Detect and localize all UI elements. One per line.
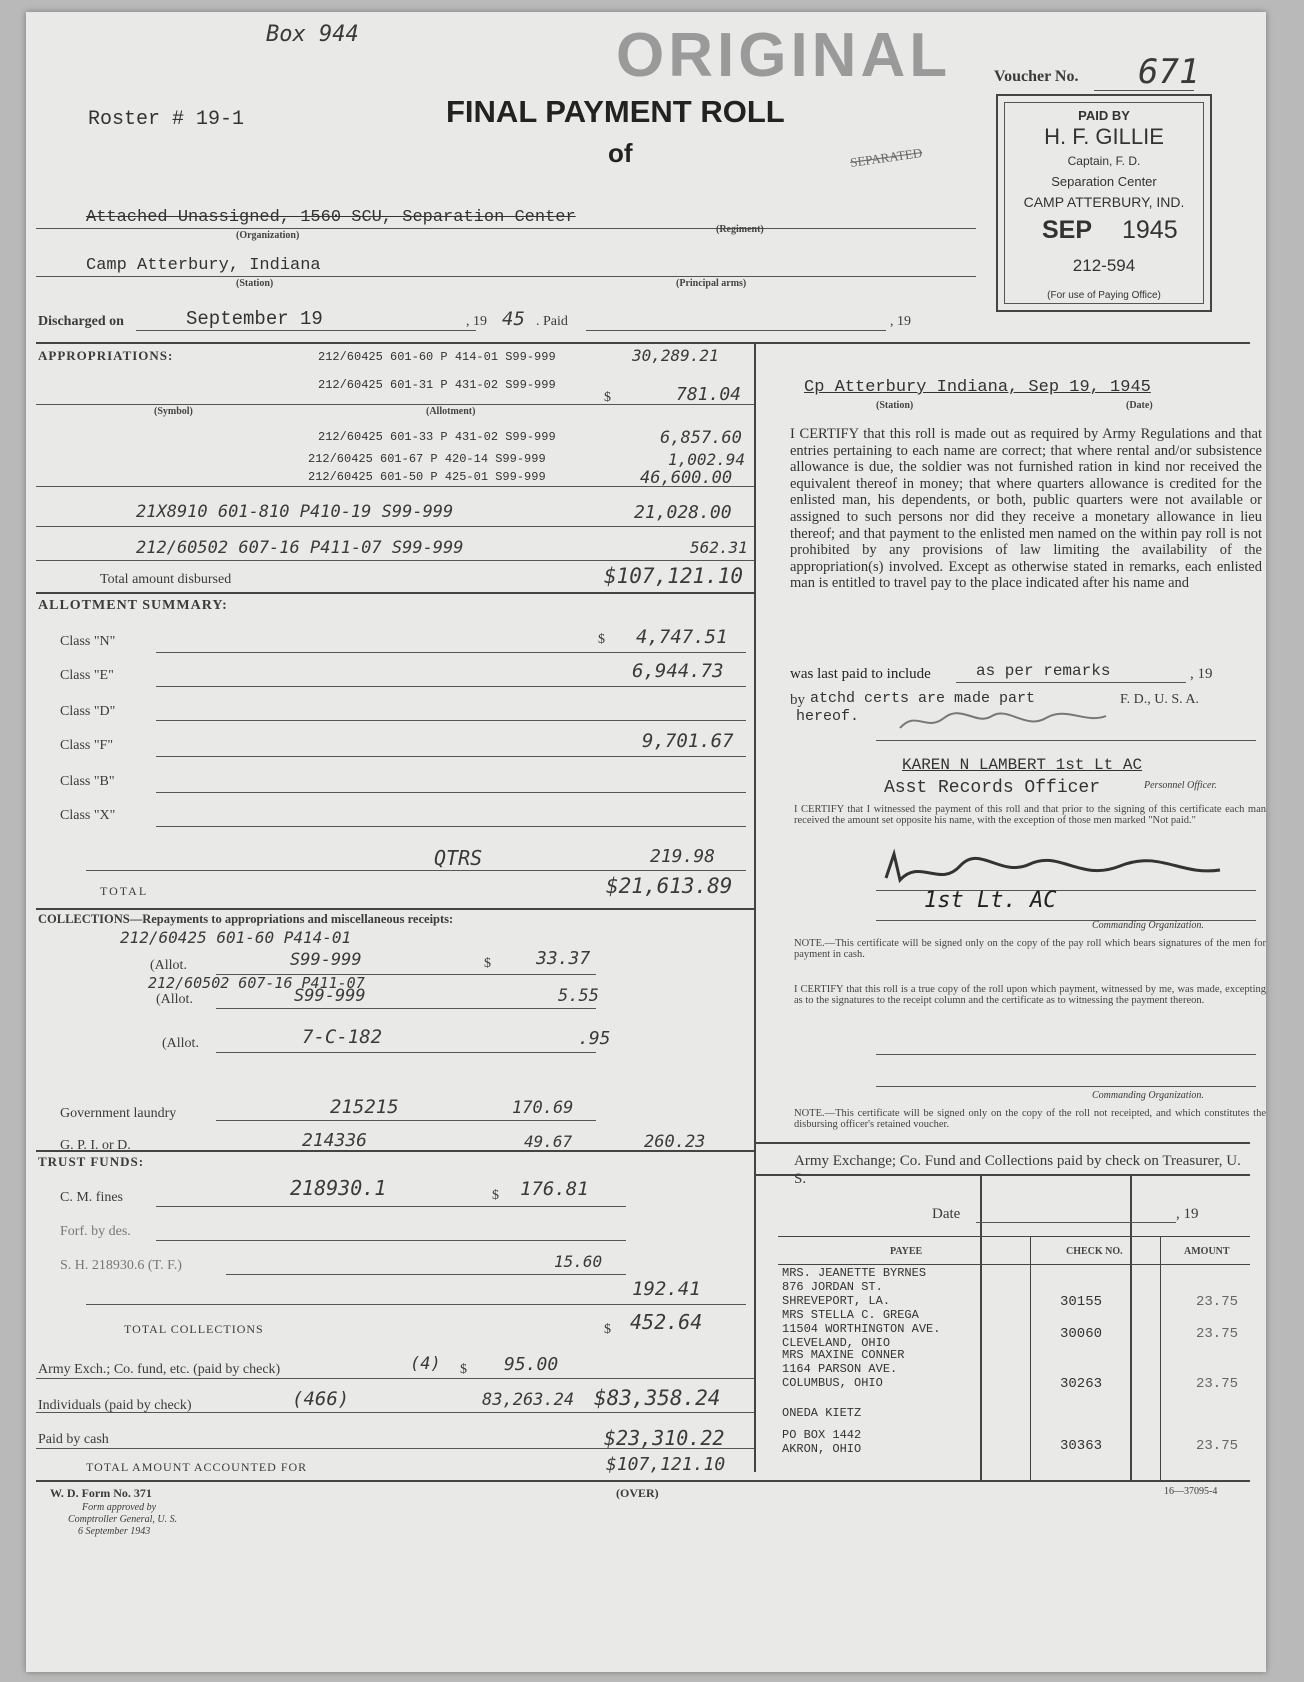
army-exch-amount: 95.00 [504, 1354, 559, 1375]
army-exch-dollar: $ [460, 1362, 467, 1377]
stamp-name: H. F. GILLIE [1044, 124, 1164, 149]
collections-label: COLLECTIONS—Repayments to appropriations and miscellaneous receipts: [38, 912, 454, 926]
gpi-label: G. P. I. or D. [60, 1138, 131, 1153]
attached-certs: atchd certs are made part [810, 690, 1036, 707]
collection-allot-value-3: 7-C-182 [302, 1026, 383, 1048]
stamp-footer: (For use of Paying Office) [1047, 290, 1161, 301]
organization-label: (Organization) [236, 230, 300, 241]
payee-4-amount: 23.75 [1196, 1438, 1239, 1454]
payee-1-amount: 23.75 [1196, 1294, 1239, 1310]
signature-lambert [896, 706, 1136, 736]
trust-funds-label: TRUST FUNDS: [38, 1154, 145, 1169]
appropriation-amount-6: 21,028.00 [634, 502, 732, 523]
form-title: FINAL PAYMENT ROLL [446, 94, 785, 129]
appropriation-amount-3: 6,857.60 [660, 428, 742, 448]
allotment-class-e-amount: 6,944.73 [632, 660, 724, 682]
collection-amount-2: 5.55 [558, 986, 599, 1006]
appropriation-code-5: 212/60425 601-50 P 425-01 S99-999 [308, 470, 546, 484]
certification-station-label: (Station) [876, 400, 914, 411]
army-exch-label: Army Exch.; Co. fund, etc. (paid by check) [38, 1362, 281, 1377]
paid-by-cash-value: $23,310.22 [604, 1426, 725, 1450]
stamp-month: SEP [1042, 216, 1093, 244]
sh-amount: 15.60 [554, 1252, 603, 1271]
cm-fines-amount: 176.81 [520, 1178, 589, 1200]
witness-certification: I CERTIFY that I witnessed the payment of this roll and that prior to the signing of this certificate each man received the amount set opposite his name, with the exception of those men marked "Not paid." [794, 804, 1266, 826]
laundry-code: 215215 [330, 1096, 399, 1118]
form-approved-1: Form approved by [82, 1502, 157, 1513]
col-check-no: CHECK NO. [1066, 1246, 1123, 1257]
total-collections-value: 452.64 [630, 1310, 703, 1334]
trust-dollar-sign: $ [492, 1188, 499, 1203]
voucher-number: 671 [1138, 52, 1200, 92]
allotment-class-n-label: Class "N" [60, 634, 116, 649]
payee-2-amount: 23.75 [1196, 1326, 1239, 1342]
individuals-count: (466) [292, 1388, 350, 1410]
witness-rank: 1st Lt. AC [924, 888, 1057, 913]
payee-3-check: 30263 [1060, 1376, 1103, 1392]
appropriation-dollar-sign: $ [604, 390, 611, 405]
collection-allot-label-1: (Allot. [150, 958, 187, 973]
paid-year: , 19 [890, 314, 911, 329]
cm-fines-label: C. M. fines [60, 1190, 123, 1205]
stamp-rank: Captain, F. D. [1067, 154, 1141, 168]
paid-label: . Paid [536, 314, 568, 329]
allotment-class-n-amount: 4,747.51 [636, 626, 728, 648]
appropriation-code-1: 212/60425 601-60 P 414-01 S99-999 [318, 350, 556, 364]
allotment-qtrs-label: QTRS [434, 846, 483, 870]
payee-3-line-3: COLUMBUS, OHIO [782, 1376, 883, 1390]
army-exchange-text: Army Exchange; Co. Fund and Collections paid by check on Treasurer, U. S. [794, 1153, 1241, 1187]
last-paid-year: , 19 [1190, 666, 1213, 682]
appropriation-amount-5: 46,600.00 [640, 468, 733, 488]
payee-3-line-1: MRS MAXINE CONNER [782, 1348, 905, 1362]
fdusa-label: F. D., U. S. A. [1120, 692, 1200, 707]
station-value: Camp Atterbury, Indiana [86, 256, 321, 275]
over-label: (OVER) [616, 1486, 659, 1500]
appropriation-allotment-label: (Allotment) [426, 406, 476, 417]
gpi-code: 214336 [302, 1130, 368, 1151]
copy-certification: I CERTIFY that this roll is a true copy of the roll upon which payment, witnessed by me, was made, excepting as to the signatures to the receipt column and the certificate as to witnessing the payment thereon. [794, 984, 1266, 1006]
regiment-label: (Regiment) [716, 224, 764, 235]
payee-4-line-3: AKRON, OHIO [782, 1442, 862, 1456]
form-title-of: of [608, 138, 633, 168]
cm-fines-code: 218930.1 [290, 1176, 387, 1200]
collection-allot-value-1: S99-999 [290, 950, 362, 970]
total-collections-label: TOTAL COLLECTIONS [124, 1322, 264, 1336]
payee-4-line-1: ONEDA KIETZ [782, 1406, 862, 1420]
principal-arms-label: (Principal arms) [676, 278, 747, 289]
discharged-label: Discharged on [38, 314, 124, 329]
certification-place-date: Cp Atterbury Indiana, Sep 19, 1945 [804, 378, 1151, 397]
by-label: by [790, 692, 805, 708]
station-label: (Station) [236, 278, 274, 289]
last-paid-label: was last paid to include [790, 666, 931, 682]
note-one: NOTE.—This certificate will be signed only on the copy of the pay roll which bears signatures of the men for payment in cash. [794, 938, 1266, 960]
collection-allot-value-2: S99-999 [294, 986, 366, 1006]
form-approved-2: Comptroller General, U. S. [68, 1514, 178, 1525]
payment-roll-document [26, 12, 1266, 1672]
gpi-amount: 49.67 [524, 1132, 573, 1151]
stamp-paid-by: PAID BY [1078, 108, 1130, 123]
officer-title: Asst Records Officer [884, 778, 1101, 798]
discharged-year-prefix: , 19 [466, 314, 487, 329]
paid-by-cash-label: Paid by cash [38, 1432, 109, 1447]
gpi-subtotal: 260.23 [644, 1132, 706, 1152]
army-exchange-date-label: Date [932, 1206, 961, 1222]
total-collections-dollar: $ [604, 1322, 611, 1337]
allotment-class-b-label: Class "B" [60, 774, 115, 789]
allotment-class-f-amount: 9,701.67 [642, 730, 734, 752]
appropriation-code-2: 212/60425 601-31 P 431-02 S99-999 [318, 378, 556, 392]
allotment-class-e-label: Class "E" [60, 668, 114, 683]
certification-text: I CERTIFY that this roll is made out as required by Army Regulations and that entries pertaining to each name are correct; that where rental and/or subsistence allowance is due, the soldier was not furnished ration in kind nor received the equivalent thereof in money; that where quarters allowance is credited for the enlisted man, his dependents, or both, public quarters were not available or assigned to such persons nor did they receive a monetary allowance in lieu thereof; and that payment to the enlisted men named on the within pay roll is not prohibited by any provisions of law limiting the availability of the appropriation(s) involved. Except as otherwise stated in remarks, each enlisted man is entitled to travel pay to the place indicated after his name and [790, 426, 1262, 592]
stamp-year: 1945 [1122, 216, 1178, 244]
individuals-amount: 83,263.24 [482, 1390, 575, 1410]
total-accounted-value: $107,121.10 [606, 1454, 726, 1475]
payee-4-line-2: PO BOX 1442 [782, 1428, 862, 1442]
print-code: 16—37095-4 [1164, 1486, 1218, 1497]
last-paid-value: as per remarks [976, 662, 1111, 680]
voucher-label: Voucher No. [994, 68, 1079, 85]
allotment-summary-label: ALLOTMENT SUMMARY: [38, 598, 228, 613]
appropriations-label: APPROPRIATIONS: [38, 348, 174, 363]
payee-2-line-3: CLEVELAND, OHIO [782, 1336, 891, 1350]
payee-1-line-3: SHREVEPORT, LA. [782, 1294, 891, 1308]
appropriation-amount-2: 781.04 [676, 384, 742, 405]
col-payee: PAYEE [890, 1246, 923, 1257]
hereof-label: hereof. [796, 708, 860, 725]
allotment-dollar-sign: $ [598, 632, 605, 647]
organization-value: Attached Unassigned, 1560 SCU, Separation Center [86, 208, 576, 227]
sh-label: S. H. 218930.6 (T. F.) [60, 1258, 182, 1273]
payee-2-line-2: 11504 WORTHINGTON AVE. [782, 1322, 941, 1336]
total-disbursed-value: $107,121.10 [604, 564, 744, 588]
army-exch-count: (4) [410, 1354, 441, 1374]
payee-1-line-1: MRS. JEANETTE BYRNES [782, 1266, 927, 1280]
allotment-qtrs-amount: 219.98 [650, 846, 716, 867]
total-disbursed-label: Total amount disbursed [100, 572, 232, 587]
appropriation-code-3: 212/60425 601-33 P 431-02 S99-999 [318, 430, 556, 444]
trust-subtotal: 192.41 [632, 1278, 701, 1300]
appropriation-code-6: 21X8910 601-810 P410-19 S99-999 [136, 502, 454, 522]
personnel-officer-label: Personnel Officer. [1144, 780, 1217, 791]
individuals-total: $83,358.24 [594, 1386, 721, 1410]
allotment-total-value: $21,613.89 [606, 874, 733, 898]
collection-amount-3: .95 [578, 1028, 611, 1049]
collection-allot-label-2: (Allot. [156, 992, 193, 1007]
laundry-label: Government laundry [60, 1106, 177, 1121]
payee-1-line-2: 876 JORDAN ST. [782, 1280, 883, 1294]
collection-amount-1: 33.37 [536, 948, 591, 969]
stamp-code: 212-594 [1072, 256, 1136, 275]
forf-des-label: Forf. by des. [60, 1224, 131, 1239]
commanding-org-label-2: Commanding Organization. [1092, 1090, 1204, 1101]
collection-allot-label-3: (Allot. [162, 1036, 199, 1051]
appropriation-code-4: 212/60425 601-67 P 420-14 S99-999 [308, 452, 546, 466]
payee-3-line-2: 1164 PARSON AVE. [782, 1362, 898, 1376]
note-two: NOTE.—This certificate will be signed only on the copy of the roll not receipted, and which constitutes the disbursing officer's retained voucher. [794, 1108, 1266, 1130]
collection-above-2: 212/60502 607-16 P411-07 [148, 974, 365, 992]
payee-1-check: 30155 [1060, 1294, 1103, 1310]
payee-4-check: 30363 [1060, 1438, 1103, 1454]
laundry-amount: 170.69 [512, 1098, 574, 1118]
individuals-label: Individuals (paid by check) [38, 1398, 192, 1413]
appropriation-amount-4: 1,002.94 [668, 450, 746, 469]
stamp-location: CAMP ATTERBURY, IND. [1023, 194, 1185, 210]
allotment-class-x-label: Class "X" [60, 808, 116, 823]
certification-date-label: (Date) [1126, 400, 1153, 411]
form-approved-3: 6 September 1943 [78, 1526, 151, 1537]
payee-2-check: 30060 [1060, 1326, 1103, 1342]
struck-text: SEPARATED [849, 145, 924, 170]
stamp-office: Separation Center [1051, 174, 1157, 189]
appropriation-symbol-label: (Symbol) [154, 406, 193, 417]
collection-dollar-sign: $ [484, 956, 491, 971]
original-stamp: ORIGINAL [616, 21, 952, 90]
appropriation-amount-7: 562.31 [690, 538, 748, 557]
roster-number: Roster # 19-1 [88, 108, 245, 131]
paid-by-stamp [996, 94, 1212, 312]
total-accounted-label: TOTAL AMOUNT ACCOUNTED FOR [86, 1460, 308, 1474]
form-number: W. D. Form No. 371 [50, 1486, 152, 1500]
officer-name: KAREN N LAMBERT 1st Lt AC [902, 756, 1143, 774]
allotment-total-label: TOTAL [100, 884, 149, 898]
col-amount: AMOUNT [1184, 1246, 1230, 1257]
appropriation-code-7: 212/60502 607-16 P411-07 S99-999 [136, 538, 464, 558]
allotment-class-f-label: Class "F" [60, 738, 114, 753]
discharged-date: September 19 [186, 308, 323, 330]
army-exchange-date-year: , 19 [1176, 1206, 1199, 1222]
appropriation-amount-1: 30,289.21 [632, 346, 719, 365]
collection-above-1: 212/60425 601-60 P414-01 [120, 928, 352, 947]
box-annotation: Box 944 [266, 22, 359, 47]
discharged-year: 45 [502, 308, 525, 330]
payee-3-amount: 23.75 [1196, 1376, 1239, 1392]
commanding-org-label: Commanding Organization. [1092, 920, 1204, 931]
payee-2-line-1: MRS STELLA C. GREGA [782, 1308, 919, 1322]
allotment-class-d-label: Class "D" [60, 704, 116, 719]
